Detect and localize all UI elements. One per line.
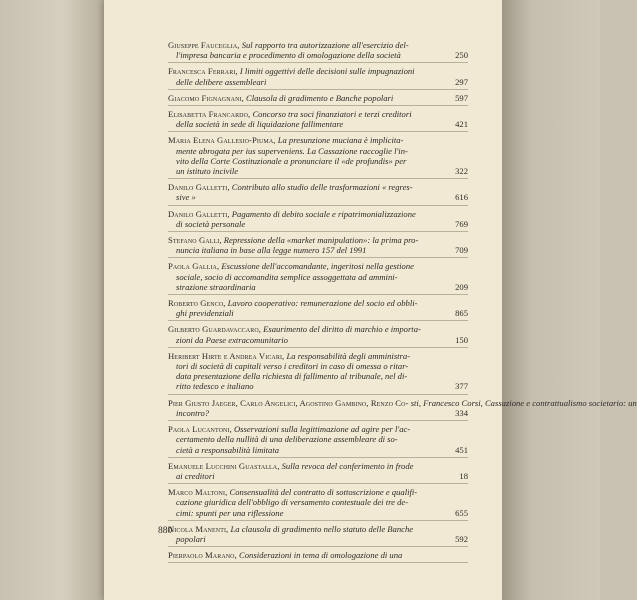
entry-title-text: nuncia italiana in base alla legge numero 157 del 1991 (176, 245, 367, 256)
entry-page-number: 250 (455, 50, 468, 61)
entry-title-text: Pagamento di debito sociale e ripatrimonializzazione (231, 208, 416, 219)
index-entry (168, 261, 468, 295)
entry-title-text: certamento della nullità di una deliberazione assembleare di so- (176, 434, 398, 445)
index-entry (168, 397, 637, 421)
entry-line (168, 397, 637, 408)
book-gutter (0, 0, 104, 600)
entry-page-number: 451 (455, 444, 468, 455)
entry-line (168, 93, 438, 103)
index-entry (168, 93, 468, 106)
entry-title-text: Concorso tra soci finanziatori e terzi creditori (252, 109, 412, 120)
entry-title-text: Repressione della «market manipulation»: la prima pro- (223, 235, 419, 246)
entry-title-text: cazione giuridica dell'obbligo di versamento contestuale dei tre de- (176, 497, 409, 508)
entry-line (168, 192, 438, 202)
page-number: 880 (158, 526, 173, 536)
entry-author: Gilberto Guardavaccaro, (168, 324, 261, 335)
entry-title-text: della società in sede di liquidazione fallimentare (176, 119, 344, 130)
entry-title-text: sociale, socio di accomandita semplice assoggettata ad ammini- (176, 271, 398, 282)
index-entry (168, 209, 468, 232)
entry-line (168, 109, 438, 119)
entry-author: Danilo Galletti, (168, 182, 230, 193)
entry-page-number: 597 (455, 92, 468, 103)
entry-line (168, 371, 438, 381)
entry-line (168, 261, 438, 271)
entry-title-text: La clausola di gradimento nello statuto delle Banche (230, 523, 414, 534)
entry-line (168, 40, 438, 50)
entry-title-text: ritto tedesco e italiano (176, 381, 254, 392)
entry-line (168, 461, 438, 471)
entry-title-text: I limiti oggettivi delle decisioni sulle impugnazioni (239, 66, 415, 77)
index-entry (168, 298, 468, 321)
index-entry (168, 524, 468, 547)
entry-line (168, 135, 438, 145)
entry-line (168, 209, 438, 219)
entry-line (168, 487, 438, 497)
entry-line (168, 351, 438, 361)
entry-title-text: zioni da Paese extracomunitario (176, 334, 288, 345)
page-edge-shadow (502, 0, 600, 600)
entry-line (168, 308, 438, 318)
entry-line (168, 534, 438, 544)
entry-line (168, 146, 438, 156)
entry-title-text: Sulla revoca del conferimento in frode (281, 460, 414, 471)
entry-title-text: l'impresa bancaria e procedimento di omologazione della società (176, 50, 401, 61)
entry-line (168, 282, 438, 292)
entry-line (168, 434, 438, 444)
entry-line (168, 298, 438, 308)
entry-title-text: vito della Corte Costituzionale a pronunciare il «de profundis» per (176, 155, 407, 166)
entry-title-text: Sul rapporto tra autorizzazione all'esercizio del- (241, 40, 409, 50)
entry-line (168, 272, 438, 282)
entry-line (168, 497, 438, 507)
entry-title-text: La presunzione muciana è implicita- (277, 135, 404, 146)
entry-author: Paola Gallia, (168, 261, 220, 272)
index-entry (168, 109, 468, 132)
entry-title-text: Considerazioni in tema di omologazione di una (239, 550, 403, 561)
entry-author: Marco Maltoni, (168, 487, 228, 498)
entry-title-text: cietà a responsabilità limitata (176, 444, 280, 455)
entry-line (168, 324, 438, 334)
entry-page-number: 150 (455, 334, 468, 345)
entry-title-text: sti, Francesco Corsi, Cassazione e contrattualismo societario: un (410, 397, 637, 408)
index-entry (168, 40, 468, 63)
entry-line (168, 166, 438, 176)
index-entry (168, 135, 468, 179)
entry-page-number: 421 (455, 119, 468, 130)
entry-line (168, 381, 438, 391)
entry-line (168, 524, 438, 534)
entry-title-text: tori di società di capitali verso i creditori in caso di omessa o ritar- (176, 361, 409, 372)
entry-page-number: 592 (455, 533, 468, 544)
entry-title-text: data presentazione della richiesta di fallimento al tribunale, nel di- (176, 371, 408, 382)
index-entry (168, 324, 468, 347)
entry-page-number: 377 (455, 381, 468, 392)
entry-title-text: Contributo allo studio delle trasformazioni « regres- (231, 182, 413, 193)
entry-page-number: 865 (455, 308, 468, 319)
entry-title-text: ghi previdenziali (176, 308, 234, 319)
entry-title-text: Escussione dell'accomandante, ingeritosi nella gestione (221, 261, 414, 272)
entry-title-text: ai creditori (176, 470, 215, 481)
index-entry (168, 351, 468, 395)
entry-title-text: Lavoro cooperativo: remunerazione del socio ed obbli- (227, 298, 418, 309)
index-entry (168, 182, 468, 205)
entry-title-text: delle delibere assembleari (176, 76, 267, 87)
entry-page-number: 322 (455, 166, 468, 177)
entry-author: Roberto Genco, (168, 298, 226, 309)
entry-line (168, 550, 438, 560)
entry-line (168, 235, 438, 245)
entry-author: Nicola Manenti, (168, 523, 229, 534)
entry-line (168, 445, 438, 455)
entry-line (168, 471, 438, 481)
entry-line (168, 245, 438, 255)
entry-title-text: Osservazioni sulla legittimazione ad agire per l'ac- (233, 424, 411, 435)
entry-line (168, 361, 438, 371)
index-entry (168, 461, 468, 484)
entry-page-number: 769 (455, 218, 468, 229)
entry-line (168, 335, 438, 345)
entry-author: Pierpaolo Marano, (168, 550, 237, 561)
index-entry (168, 550, 468, 563)
entry-line (168, 408, 438, 418)
index-entries-list (168, 40, 637, 566)
entry-page-number: 709 (455, 245, 468, 256)
entry-page-number: 616 (455, 192, 468, 203)
entry-title-text: La responsabilità degli amministra- (286, 350, 411, 361)
entry-author: Paola Lucantoni, (168, 424, 232, 435)
entry-page-number: 655 (455, 507, 468, 518)
entry-line (168, 66, 438, 76)
entry-page-number: 297 (455, 76, 468, 87)
entry-page-number: 209 (455, 281, 468, 292)
entry-title-text: un istituto incivile (176, 166, 239, 177)
entry-title-text: Clausola di gradimento e Banche popolari (246, 92, 394, 103)
entry-title-text: sive » (176, 192, 196, 203)
entry-title-text: popolari (176, 533, 206, 544)
entry-author: Stefano Galli, (168, 235, 222, 246)
entry-author: Emanuele Lucchini Guastalla, (168, 460, 280, 471)
entry-title-text: Consensualità del contratto di sottoscrizione e qualifi- (229, 487, 418, 498)
entry-title-text: strazione straordinaria (176, 281, 256, 292)
index-entry (168, 66, 468, 89)
entry-author: Giuseppe Fauceglia, (168, 40, 240, 50)
index-entry (168, 424, 468, 458)
entry-author: Francesca Ferrari, (168, 66, 238, 77)
entry-author: Elisabetta Francardo, (168, 109, 251, 120)
entry-line (168, 77, 438, 87)
entry-title-text: di società personale (176, 218, 246, 229)
entry-title-text: Esaurimento del diritto di marchio e importa- (263, 324, 421, 335)
entry-line (168, 50, 438, 60)
entry-line (168, 508, 438, 518)
entry-author: Danilo Galletti, (168, 208, 230, 219)
entry-page-number: 18 (459, 470, 468, 481)
index-entry (168, 487, 468, 521)
entry-line (168, 424, 438, 434)
entry-author: Maria Elena Gallesio-Piuma, (168, 135, 276, 146)
entry-author: Giacomo Fignagnani, (168, 92, 244, 103)
entry-title-text: mente abrogata per ius superveniens. La Cassazione raccoglie l'in- (176, 145, 408, 156)
entry-line (168, 119, 438, 129)
entry-line (168, 219, 438, 229)
index-entry (168, 235, 468, 258)
entry-page-number: 334 (455, 407, 468, 418)
entry-line (168, 156, 438, 166)
entry-line (168, 182, 438, 192)
entry-author: Pier Giusto Jaeger, Carlo Angelici, Agostino Gambino, Renzo Co- (168, 397, 409, 408)
entry-title-text: cimi: spunti per una riflessione (176, 507, 284, 518)
entry-author: Heribert Hirte e Andrea Vicari, (168, 350, 285, 361)
entry-title-text: incontro? (176, 407, 210, 418)
